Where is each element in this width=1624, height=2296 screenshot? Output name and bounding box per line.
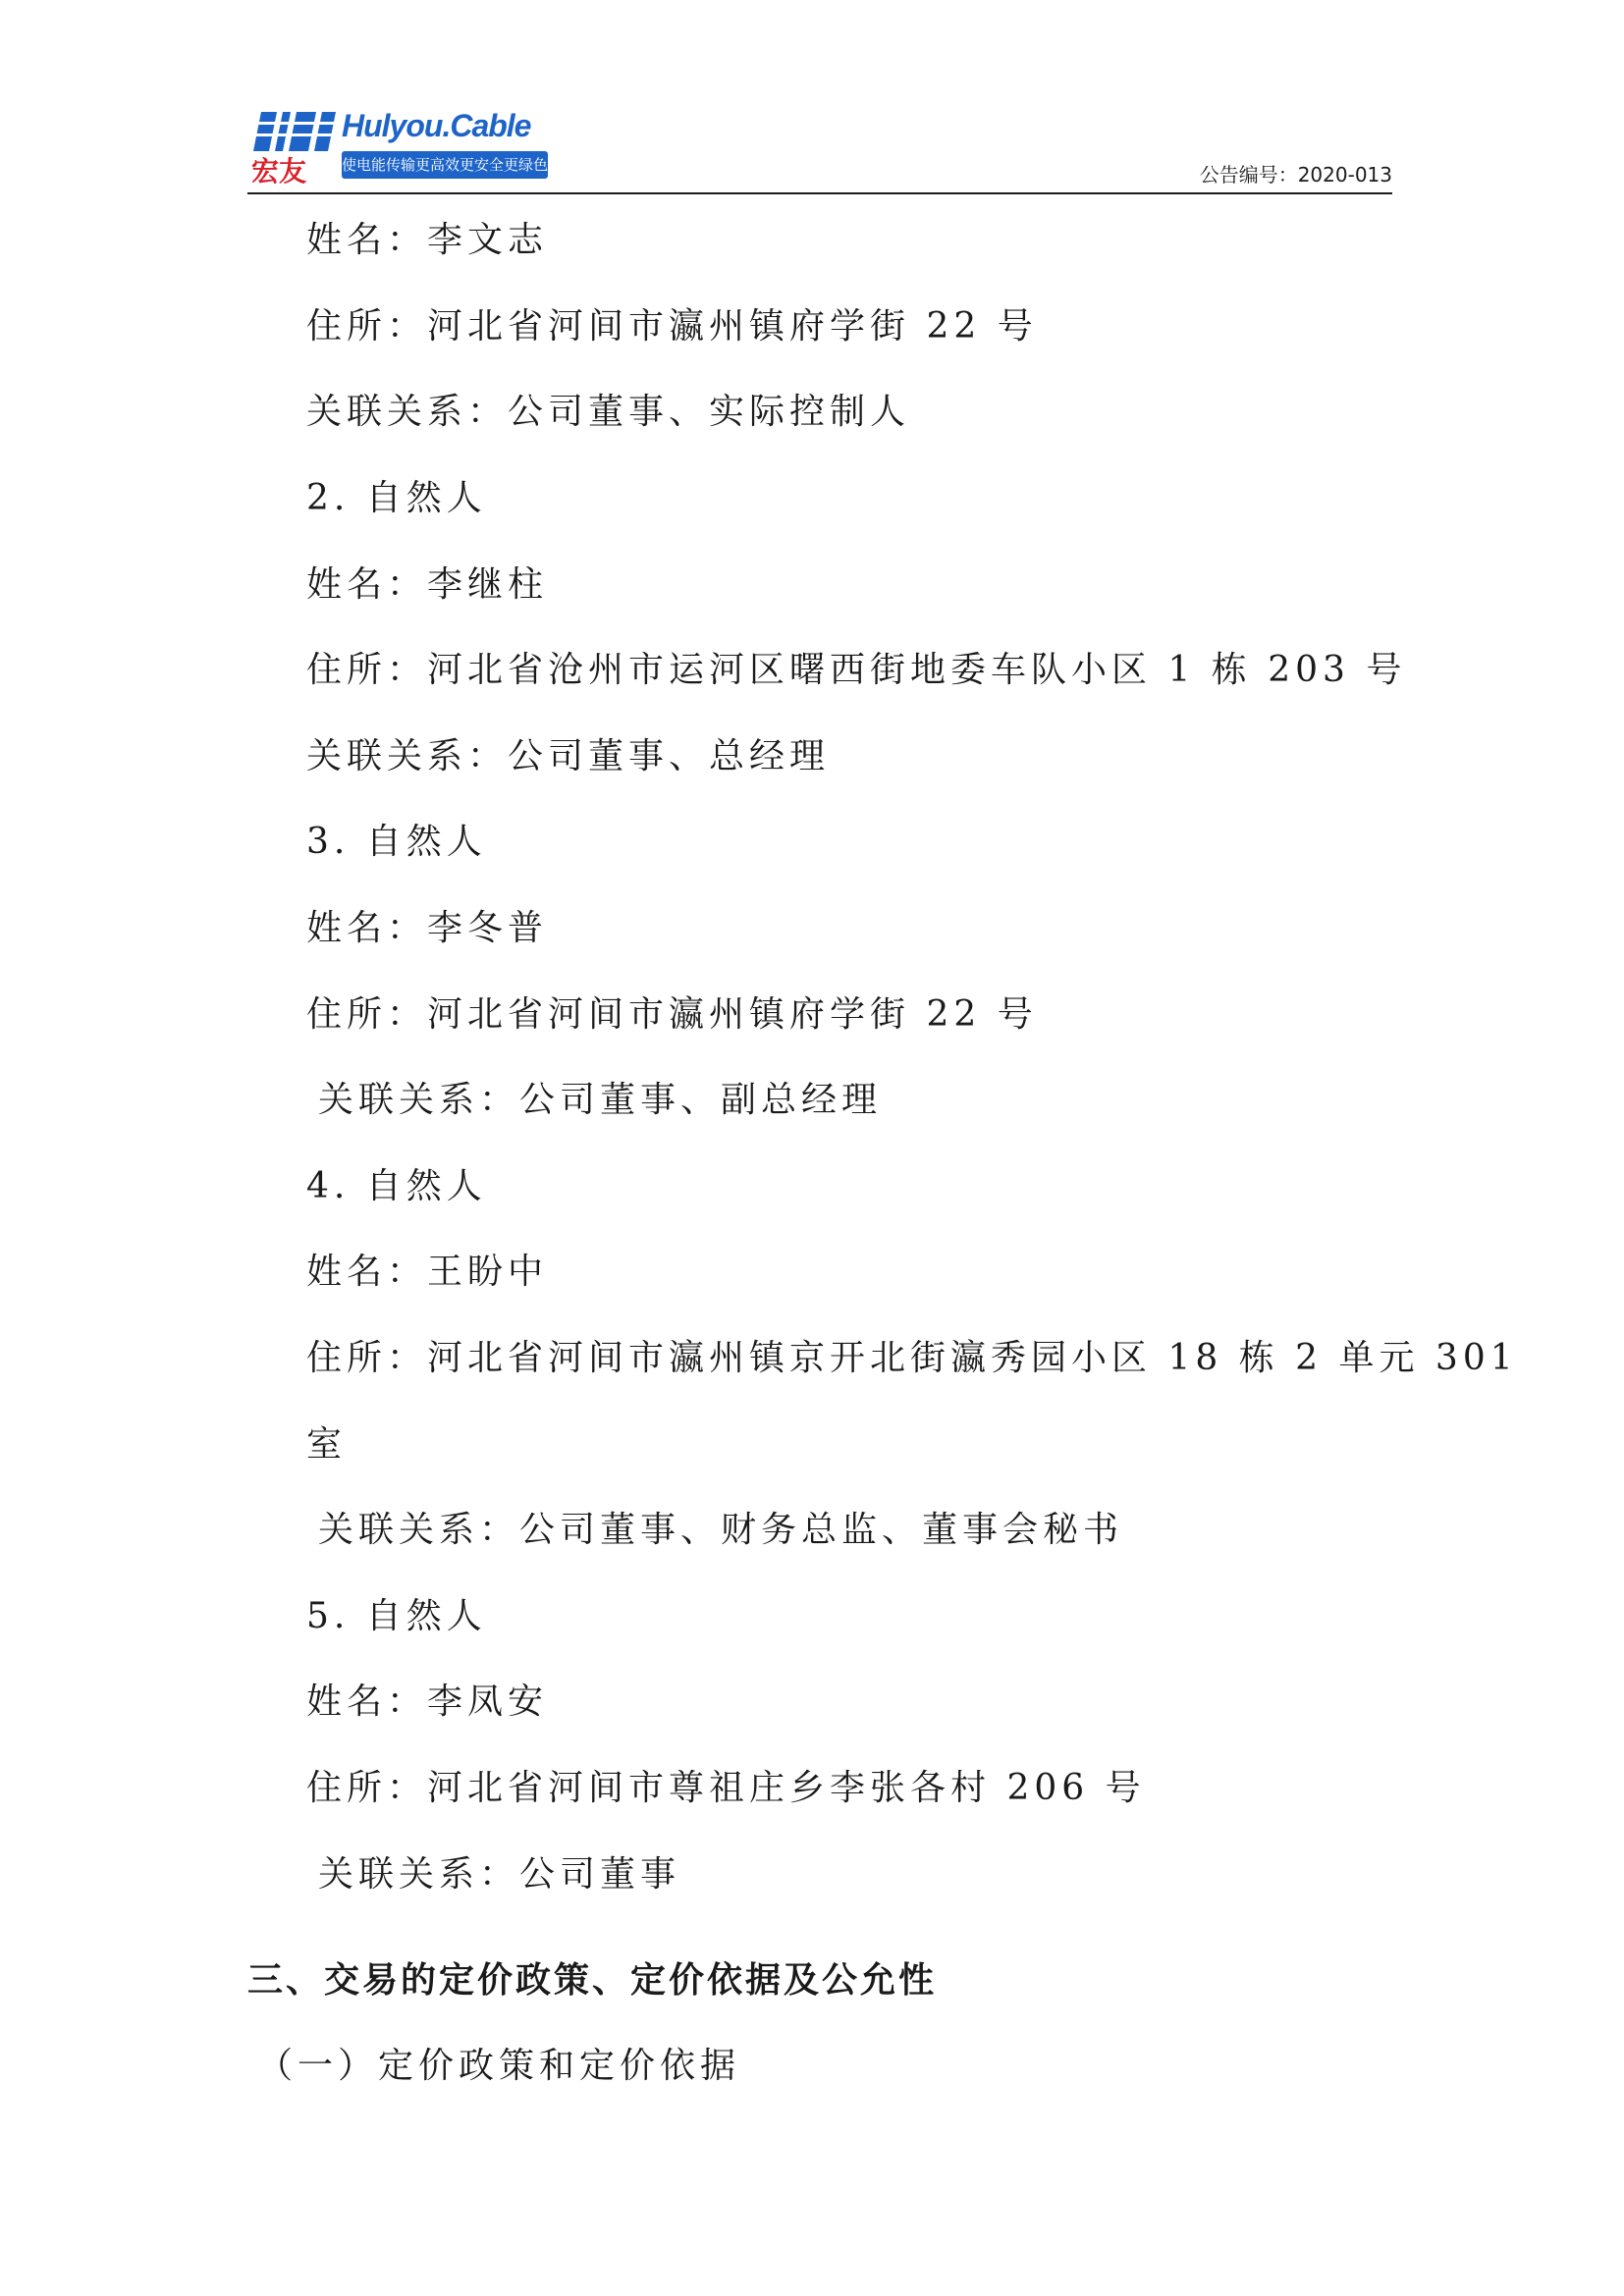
logo-slogan: 使电能传输更高效更安全更绿色 xyxy=(342,151,548,179)
text-line: 住所：河北省沧州市运河区曙西街地委车队小区 1 栋 203 号 xyxy=(306,650,1407,690)
subsection-heading: （一）定价政策和定价依据 xyxy=(257,2046,741,2086)
text-line: 姓名：李凤安 xyxy=(306,1682,549,1722)
text-line: 住所：河北省河间市尊祖庄乡李张各村 206 号 xyxy=(306,1768,1146,1808)
text-line: 住所：河北省河间市瀛州镇府学街 22 号 xyxy=(306,306,1038,347)
text-line: 2. 自然人 xyxy=(306,478,487,518)
text-line: 姓名：王盼中 xyxy=(306,1252,549,1292)
text-line: 住所：河北省河间市瀛州镇府学街 22 号 xyxy=(306,994,1038,1035)
logo-brand-cn: 宏友 xyxy=(251,155,307,185)
text-line: 姓名：李继柱 xyxy=(306,564,549,605)
text-line: 5. 自然人 xyxy=(306,1596,487,1636)
logo-wordmark: Hulyou.Cable xyxy=(342,108,531,143)
announcement-number: 公告编号：2020-013 xyxy=(1199,163,1392,187)
section-heading: 三、交易的定价政策、定价依据及公允性 xyxy=(247,1960,938,2001)
text-line: 姓名：李文志 xyxy=(306,220,549,260)
text-line: 关联关系：公司董事、财务总监、董事会秘书 xyxy=(318,1510,1124,1550)
text-line: 住所：河北省河间市瀛州镇京开北街瀛秀园小区 18 栋 2 单元 301 xyxy=(306,1338,1518,1378)
text-line: 关联关系：公司董事 xyxy=(318,1854,681,1895)
text-line: 关联关系：公司董事、总经理 xyxy=(306,736,831,776)
text-line: 室 xyxy=(306,1424,348,1465)
text-line: 关联关系：公司董事、副总经理 xyxy=(318,1080,883,1120)
text-line: 姓名：李冬普 xyxy=(306,908,549,948)
text-line: 3. 自然人 xyxy=(306,822,487,862)
text-line: 关联关系：公司董事、实际控制人 xyxy=(306,392,911,432)
text-line: 4. 自然人 xyxy=(306,1166,487,1206)
